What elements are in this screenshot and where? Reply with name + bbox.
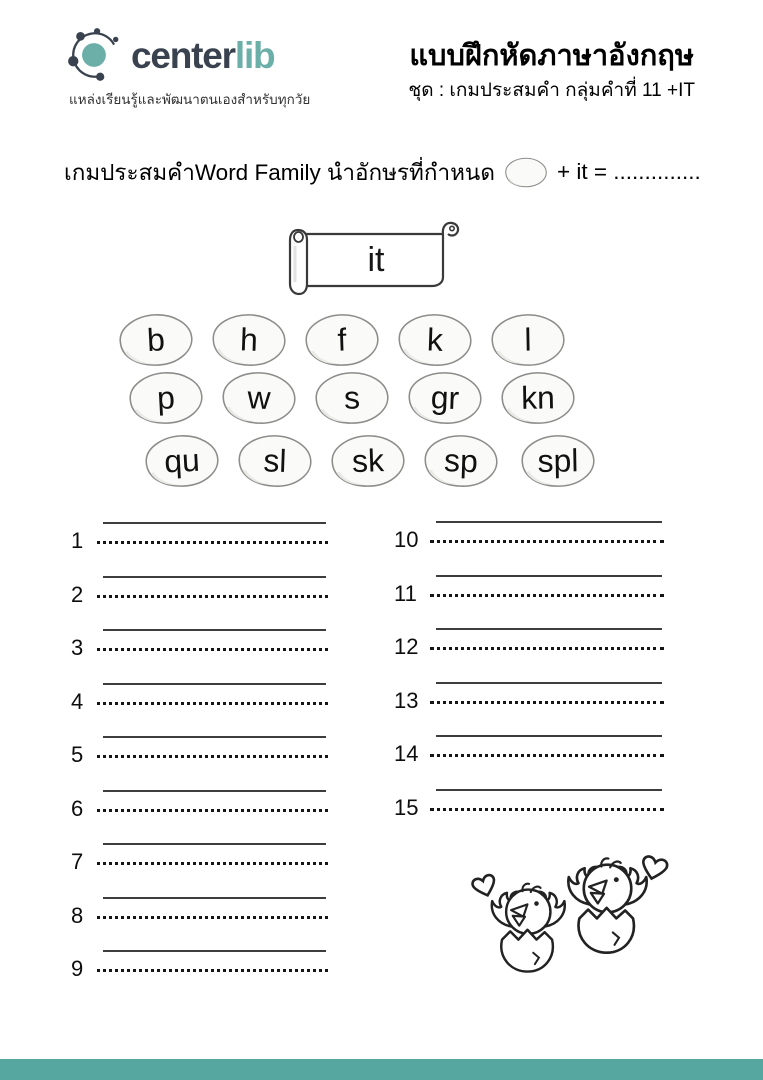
egg-icon xyxy=(512,431,603,491)
letter-egg-row-3 xyxy=(0,432,753,490)
write-line xyxy=(103,843,326,845)
heart-icon xyxy=(471,874,498,899)
answer-number: 14 xyxy=(394,741,419,766)
letter-egg xyxy=(419,431,503,492)
dotted-line xyxy=(430,701,664,704)
letter-egg xyxy=(207,310,291,371)
write-line xyxy=(436,682,662,684)
brand-word-accent: lib xyxy=(234,34,275,76)
answer-number: 4 xyxy=(71,688,84,714)
egg-icon xyxy=(419,431,503,492)
write-line xyxy=(103,897,326,899)
answer-number: 15 xyxy=(394,794,419,820)
answers-column-right xyxy=(394,521,664,842)
write-line xyxy=(436,735,662,737)
egg-icon xyxy=(310,368,394,429)
answer-lines xyxy=(97,897,328,919)
letter-egg xyxy=(326,431,410,492)
letter-egg xyxy=(310,368,394,429)
letter-egg xyxy=(113,309,198,371)
answer-lines xyxy=(430,789,664,811)
dotted-line xyxy=(97,969,328,972)
write-line xyxy=(103,522,326,524)
letter-egg xyxy=(403,368,487,429)
egg-letter: sp xyxy=(443,442,478,480)
answer-row xyxy=(394,789,664,843)
page-title: แบบฝึกหัดภาษาอังกฤษ xyxy=(409,40,694,72)
answer-number: 13 xyxy=(394,687,419,713)
egg-icon xyxy=(300,310,384,371)
egg-letter: spl xyxy=(536,442,579,479)
egg-icon xyxy=(486,310,569,369)
egg-icon xyxy=(233,431,317,492)
dotted-line xyxy=(97,809,328,812)
hatching-chicks-illustration xyxy=(446,840,700,995)
write-line xyxy=(436,789,662,791)
dotted-line xyxy=(97,595,328,598)
heart-icon xyxy=(640,855,669,881)
letter-egg xyxy=(486,310,569,369)
centerlib-logo-icon xyxy=(66,26,124,84)
answer-row xyxy=(394,521,664,575)
answer-number: 11 xyxy=(394,580,417,606)
answer-lines xyxy=(97,576,328,598)
dotted-line xyxy=(97,648,328,651)
answer-lines xyxy=(430,735,664,757)
brand-word-primary: center xyxy=(131,34,235,76)
egg-letter: kn xyxy=(520,379,555,416)
dotted-line xyxy=(430,647,664,650)
egg-icon xyxy=(123,367,208,429)
answer-row xyxy=(71,683,328,737)
letter-egg xyxy=(496,368,579,427)
answer-lines xyxy=(97,790,328,812)
answer-lines xyxy=(97,736,328,758)
answer-lines xyxy=(97,950,328,972)
egg-letter: h xyxy=(239,321,259,358)
letter-egg-row-2 xyxy=(0,369,733,427)
dotted-line xyxy=(97,755,328,758)
answer-number: 5 xyxy=(71,742,84,767)
egg-letter: s xyxy=(342,379,361,416)
egg-letter: sl xyxy=(262,442,287,480)
egg-icon xyxy=(207,310,291,371)
egg-icon xyxy=(496,368,579,427)
egg-icon xyxy=(326,431,410,492)
answer-number: 2 xyxy=(71,581,84,607)
page-subtitle: ชุด : เกมประสมคำ กลุ่มคำที่ 11 +IT xyxy=(408,80,695,102)
answer-row xyxy=(394,575,664,629)
instruction-suffix: + it = .............. xyxy=(556,159,701,184)
dotted-line xyxy=(430,594,664,597)
word-family-banner xyxy=(286,218,470,305)
letter-egg xyxy=(123,367,208,429)
answer-lines xyxy=(97,843,328,865)
answer-number: 10 xyxy=(394,527,419,552)
answer-lines xyxy=(97,683,328,705)
answer-row xyxy=(71,897,328,951)
egg-icon xyxy=(217,368,301,429)
answer-number: 9 xyxy=(71,956,84,981)
egg-icon xyxy=(403,368,487,429)
dotted-line xyxy=(97,862,328,865)
egg-icon xyxy=(113,309,198,371)
answer-lines xyxy=(430,521,664,543)
egg-letter: f xyxy=(336,321,347,358)
brand-tagline: แหล่งเรียนรู้และพัฒนาตนเองสำหรับทุกวัย xyxy=(69,92,311,107)
egg-letter: gr xyxy=(429,379,460,417)
answer-row xyxy=(394,628,664,682)
answer-row xyxy=(394,735,664,789)
letter-egg xyxy=(233,431,317,492)
footer-accent-bar xyxy=(0,1059,763,1080)
dotted-line xyxy=(97,541,328,544)
letter-egg-row-1 xyxy=(0,311,723,369)
answer-number: 1 xyxy=(71,528,84,553)
write-line xyxy=(436,521,662,523)
answer-row xyxy=(71,736,328,790)
egg-icon xyxy=(139,430,224,492)
brand-wordmark xyxy=(131,34,275,76)
egg-letter: b xyxy=(145,321,166,359)
scroll-banner-icon xyxy=(286,218,470,300)
title-block xyxy=(408,40,695,105)
brand-row xyxy=(66,26,310,84)
answer-number: 8 xyxy=(71,902,84,928)
instruction-line xyxy=(64,154,701,190)
egg-letter: p xyxy=(155,379,176,417)
answer-row xyxy=(71,522,328,576)
write-line xyxy=(436,575,662,577)
egg-letter: sk xyxy=(350,442,385,480)
brand-block xyxy=(66,26,310,110)
write-line xyxy=(103,790,326,792)
answer-row xyxy=(71,790,328,844)
answer-row xyxy=(394,682,664,736)
answers-column-left xyxy=(71,522,328,1004)
answer-lines xyxy=(430,628,664,650)
letter-egg xyxy=(300,310,384,371)
dotted-line xyxy=(97,916,328,919)
egg-letter: k xyxy=(425,321,444,358)
dotted-line xyxy=(430,540,664,543)
letter-egg xyxy=(139,430,224,492)
chick-icon xyxy=(492,884,565,972)
answer-row xyxy=(71,576,328,630)
answer-lines xyxy=(430,575,664,597)
egg-letter: l xyxy=(523,321,532,358)
dotted-line xyxy=(430,808,664,811)
write-line xyxy=(103,629,326,631)
instruction-prefix: เกมประสมคำWord Family นำอักษรที่กำหนด xyxy=(64,160,495,185)
write-line xyxy=(436,628,662,630)
egg-letter: qu xyxy=(162,441,201,480)
dotted-line xyxy=(97,702,328,705)
answer-row xyxy=(71,629,328,683)
banner-label: it xyxy=(367,241,385,279)
letter-egg xyxy=(217,368,301,429)
answer-row xyxy=(71,843,328,897)
letter-egg xyxy=(393,310,477,371)
answer-number: 3 xyxy=(71,635,84,660)
write-line xyxy=(103,736,326,738)
answer-number: 6 xyxy=(71,795,84,821)
blank-egg-icon xyxy=(503,155,549,190)
egg-letter: w xyxy=(246,379,271,417)
write-line xyxy=(103,683,326,685)
dotted-line xyxy=(430,754,664,757)
answer-row xyxy=(71,950,328,1004)
answer-lines xyxy=(97,629,328,651)
answer-number: 7 xyxy=(71,849,84,874)
egg-icon xyxy=(393,310,477,371)
chick-icon xyxy=(568,858,646,952)
write-line xyxy=(103,576,326,578)
answer-number: 12 xyxy=(394,634,419,659)
answer-lines xyxy=(430,682,664,704)
answer-lines xyxy=(97,522,328,544)
write-line xyxy=(103,950,326,952)
letter-egg xyxy=(512,431,603,491)
